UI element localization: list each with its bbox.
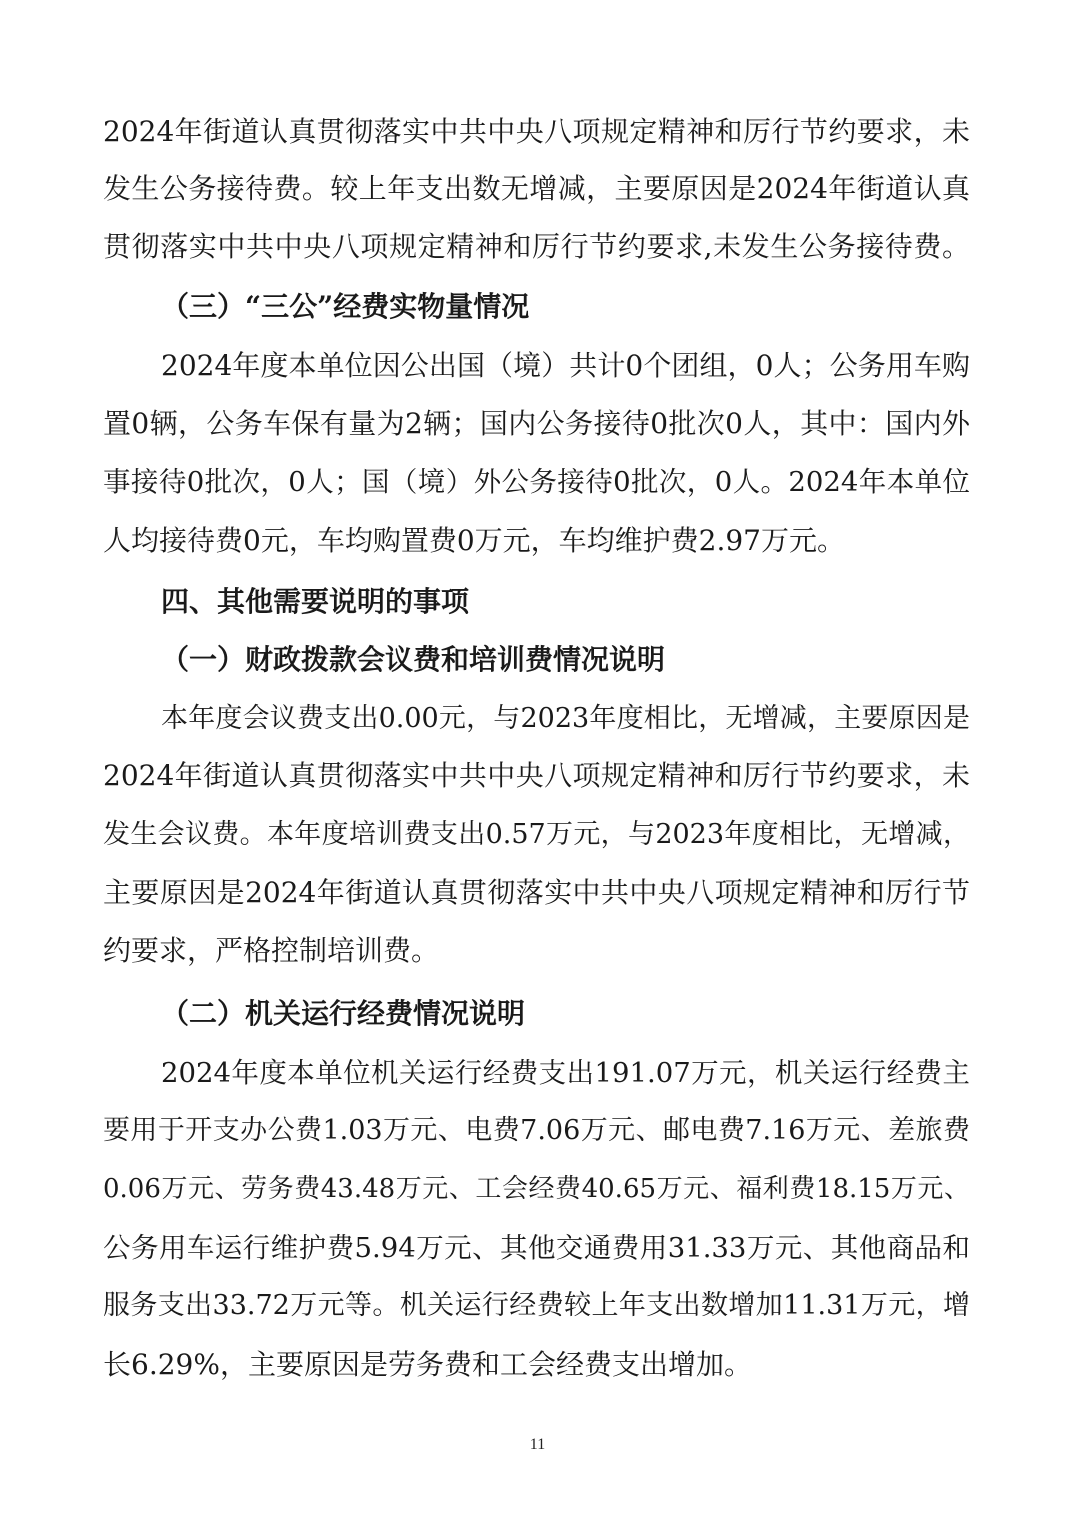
paragraph-line: 2024年度本单位因公出国（境）共计0个团组，0人；公务用车购 [161, 349, 970, 382]
section-heading: （三）“三公”经费实物量情况 [161, 290, 530, 323]
paragraph-line: 发生会议费。本年度培训费支出0.57万元，与2023年度相比，无增减， [103, 819, 970, 850]
page-number: 11 [529, 1436, 546, 1453]
paragraph-line: 置0辆，公务车保有量为2辆；国内公务接待0批次0人，其中：国内外 [103, 407, 970, 440]
paragraph-line: 2024年度本单位机关运行经费支出191.07万元，机关运行经费主 [161, 1057, 970, 1089]
paragraph-line: 公务用车运行维护费5.94万元、其他交通费用31.33万元、其他商品和 [103, 1232, 970, 1264]
paragraph-line: 发生公务接待费。较上年支出数无增减，主要原因是2024年街道认真 [103, 172, 970, 205]
paragraph-line: 2024年街道认真贯彻落实中共中央八项规定精神和厉行节约要求，未 [103, 115, 970, 148]
paragraph-line: 2024年街道认真贯彻落实中共中央八项规定精神和厉行节约要求，未 [103, 759, 970, 792]
paragraph-line: 约要求，严格控制培训费。 [103, 934, 440, 967]
paragraph-line: 服务支出33.72万元等。机关运行经费较上年支出数增加11.31万元，增 [103, 1290, 970, 1321]
section-heading: （一）财政拨款会议费和培训费情况说明 [161, 643, 666, 676]
paragraph-line: 贯彻落实中共中央八项规定精神和厉行节约要求,未发生公务接待费。 [103, 230, 970, 263]
paragraph-line: 要用于开支办公费1.03万元、电费7.06万元、邮电费7.16万元、差旅费 [103, 1115, 970, 1146]
section-heading: （二）机关运行经费情况说明 [161, 997, 526, 1030]
section-heading: 四、其他需要说明的事项 [161, 585, 470, 618]
paragraph-line: 0.06万元、劳务费43.48万元、工会经费40.65万元、福利费18.15万元、 [103, 1174, 970, 1204]
paragraph-line: 长6.29%，主要原因是劳务费和工会经费支出增加。 [103, 1348, 752, 1381]
paragraph-line: 本年度会议费支出0.00元，与2023年度相比，无增减，主要原因是 [161, 703, 970, 734]
paragraph-line: 人均接待费0元，车均购置费0万元，车均维护费2.97万元。 [103, 524, 845, 557]
paragraph-line: 事接待0批次，0人；国（境）外公务接待0批次，0人。2024年本单位 [103, 466, 970, 498]
paragraph-line: 主要原因是2024年街道认真贯彻落实中共中央八项规定精神和厉行节 [103, 876, 970, 909]
